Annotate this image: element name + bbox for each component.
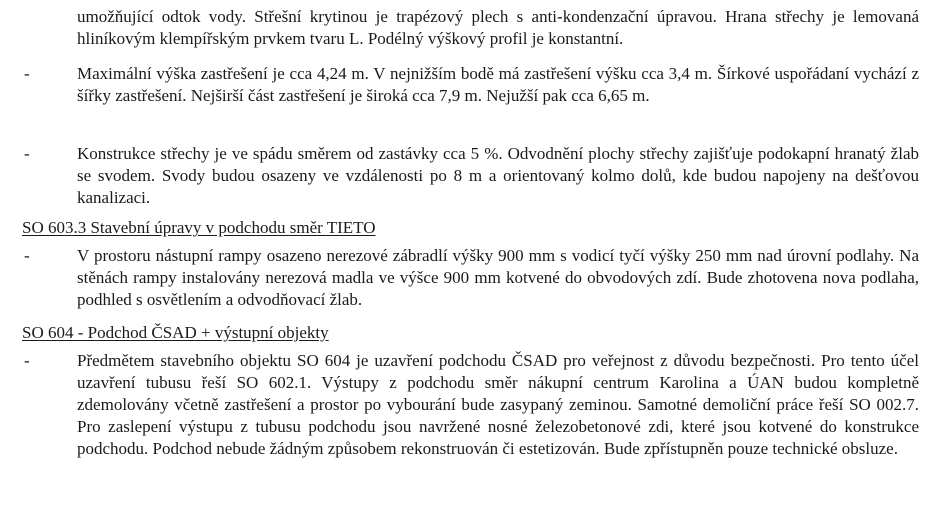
bullet-dash: -: [24, 144, 30, 163]
so-603-3-paragraph: V prostoru nástupní rampy osazeno nerezové zábradlí výšky 900 mm s vodicí tyčí výšky 250 mm nad úrovní podlahy. Na stěnách rampy instalovány nerezová madla ve výšce 900 mm kotvené do obvodových zdí. Bude zhotovena nova podlaha, podhled s osvětlením a odvodňovací žlab.: [77, 246, 919, 309]
intro-paragraph: umožňující odtok vody. Střešní krytinou je trapézový plech s anti-kondenzační úpravou. Hrana střechy je lemovaná hliníkovým klempířským prvkem tvaru L. Podélný výškový profil je konstantní.: [77, 7, 919, 48]
roof-drainage-paragraph: Konstrukce střechy je ve spádu směrem od zastávky cca 5 %. Odvodnění plochy střechy zajišťuje podokapní hranatý žlab se svodem. Svody budou osazeny ve vzdálenosti po 8 m a orientovaný kolmo dolů, kde budou napojeny na dešťovou kanalizaci.: [77, 144, 919, 207]
so-604-paragraph: Předmětem stavebního objektu SO 604 je uzavření podchodu ČSAD pro veřejnost z důvodu bezpečnosti. Pro tento účel uzavření tubusu řeší SO 602.1. Výstupy z podchodu směr nákupní centrum Karolina a ÚAN budou kompletně zdemolovány včetně zastřešení a prostor po vybourání bude zasypaný zeminou. Samotné demoliční práce řeší SO 002.7. Pro zaslepení výstupu z tubusu podchodu jsou navržené nosné železobetonové zdi, které jsou kotvené do konstrukce podchodu. Podchod nebude žádným způsobem rekonstruován či estetizován. Bude zpřístupněn pouze technické obsluze.: [77, 351, 919, 458]
roof-height-paragraph: Maximální výška zastřešení je cca 4,24 m. V nejnižším bodě má zastřešení výšku cca 3,4 m. Šírkové uspořádaní vychází z šířky zastřešení. Nejširší část zastřešení je široká cca 7,9 m. Nejužší pak cca 6,65 m.: [77, 64, 919, 105]
bullet-dash: -: [24, 64, 30, 83]
section-heading-so-604: SO 604 - Podchod ČSAD + výstupní objekty: [22, 323, 329, 342]
bullet-dash: -: [24, 351, 30, 370]
bullet-dash: -: [24, 246, 30, 265]
section-heading-so-603-3: SO 603.3 Stavební úpravy v podchodu směr TIETO: [22, 218, 376, 237]
